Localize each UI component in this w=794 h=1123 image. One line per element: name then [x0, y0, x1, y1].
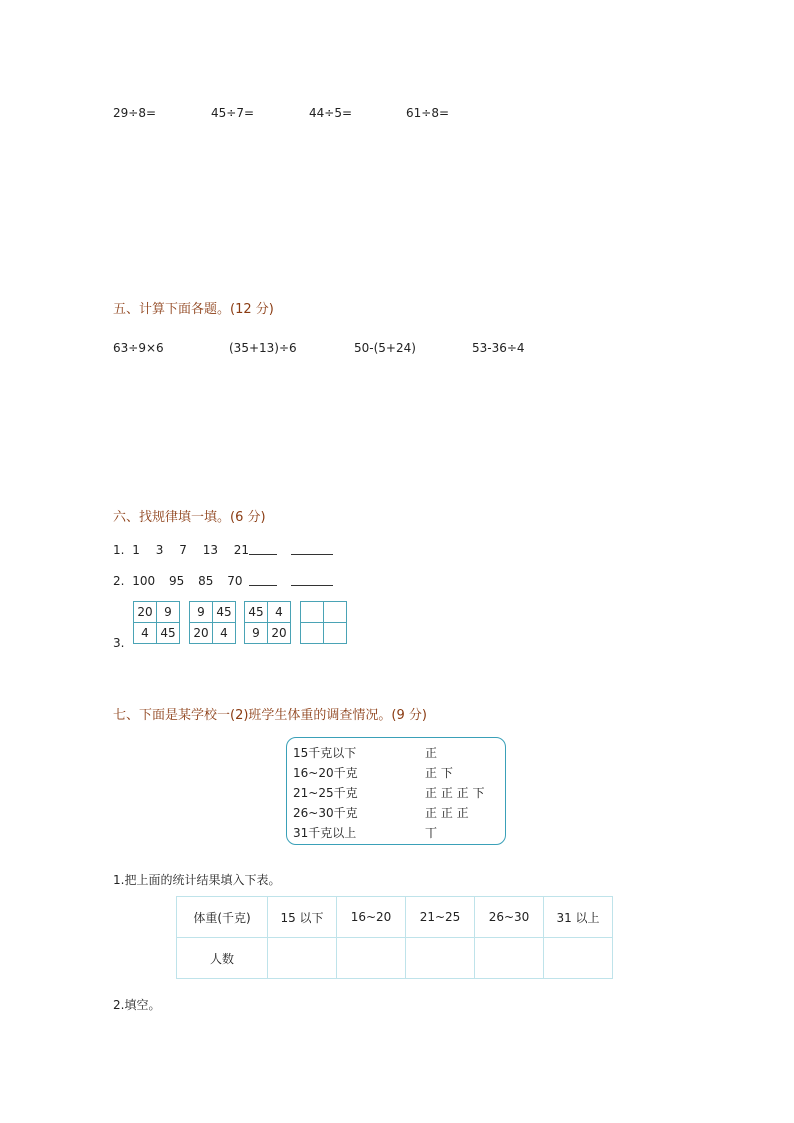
- section6-title: 六、找规律填一填。: [113, 510, 231, 525]
- grid-cell: 20: [134, 602, 157, 623]
- tally-label: 16~20千克: [293, 766, 358, 780]
- question-number-3: 3.: [113, 636, 125, 650]
- table-header-row: [177, 897, 613, 938]
- table-answer-cell[interactable]: [406, 938, 475, 979]
- table-header-cell: 31 以上: [544, 897, 613, 938]
- tally-mark: 正 正 正 下: [425, 786, 485, 800]
- table-header-cell: 21~25: [406, 897, 475, 938]
- section5-score: (12 分): [230, 302, 274, 317]
- table-row: [177, 938, 613, 979]
- answer-grid[interactable]: [300, 601, 347, 644]
- number-grid-1: [133, 601, 180, 644]
- seq-term: 1: [132, 543, 140, 557]
- answer-cell[interactable]: [301, 602, 324, 623]
- grid-cell: 45: [245, 602, 268, 623]
- seq-term: 13: [202, 543, 218, 557]
- grid-cell: 4: [213, 623, 236, 644]
- grid-cell: 20: [190, 623, 213, 644]
- section7-heading: [113, 704, 427, 723]
- answer-blank-2b[interactable]: [291, 574, 333, 586]
- seq-term: 3: [155, 543, 164, 557]
- question-number: 1.: [113, 543, 125, 557]
- answer-cell[interactable]: [301, 623, 324, 644]
- table-answer-cell[interactable]: [268, 938, 337, 979]
- answer-blank-1a[interactable]: [249, 543, 277, 555]
- tally-label: 21~25千克: [293, 786, 358, 800]
- table-header-cell: 16~20: [337, 897, 406, 938]
- division-expr-4: 61÷8=: [406, 106, 450, 120]
- section7-title: 七、下面是某学校一(2)班学生体重的调查情况。: [113, 708, 392, 723]
- division-expr-1: 29÷8=: [113, 106, 157, 120]
- section7-question-1: 1.把上面的统计结果填入下表。: [113, 873, 281, 887]
- grid-cell: 45: [157, 623, 180, 644]
- tally-label: 31千克以上: [293, 826, 357, 840]
- grid-cell: 9: [245, 623, 268, 644]
- answer-cell[interactable]: [324, 602, 347, 623]
- calc-expr-2: (35+13)÷6: [229, 341, 297, 355]
- answer-blank-1b[interactable]: [291, 543, 333, 555]
- seq-term: 85: [198, 574, 214, 588]
- table-answer-cell[interactable]: [337, 938, 406, 979]
- tally-label: 26~30千克: [293, 806, 358, 820]
- section5-title: 五、计算下面各题。: [113, 302, 231, 317]
- grid-cell: 20: [268, 623, 291, 644]
- section6-score: (6 分): [230, 510, 266, 525]
- grid-cell: 4: [268, 602, 291, 623]
- section7-question-2: 2.填空。: [113, 998, 161, 1012]
- calc-expr-4: 53-36÷4: [472, 341, 525, 355]
- seq-term: 95: [169, 574, 185, 588]
- answer-blank-2a[interactable]: [249, 574, 277, 586]
- division-expr-3: 44÷5=: [309, 106, 353, 120]
- weight-stats-table: [176, 896, 613, 979]
- question-number: 2.: [113, 574, 125, 588]
- seq-term: 21: [233, 543, 250, 557]
- section6-heading: [113, 506, 266, 525]
- calc-expr-3: 50-(5+24): [354, 341, 416, 355]
- grid-cell: 9: [157, 602, 180, 623]
- pattern-question-2: [113, 574, 243, 588]
- tally-mark: 丅: [425, 826, 438, 840]
- seq-term: 100: [132, 574, 156, 588]
- table-header-cell: 体重(千克): [177, 897, 268, 938]
- table-row-label: 人数: [177, 938, 268, 979]
- grid-cell: 9: [190, 602, 213, 623]
- table-header-cell: 15 以下: [268, 897, 337, 938]
- seq-term: 7: [179, 543, 187, 557]
- answer-cell[interactable]: [324, 623, 347, 644]
- calc-expr-1: 63÷9×6: [113, 341, 164, 355]
- tally-label: 15千克以下: [293, 746, 357, 760]
- table-answer-cell[interactable]: [475, 938, 544, 979]
- grid-cell: 4: [134, 623, 157, 644]
- seq-term: 70: [227, 574, 243, 588]
- tally-mark: 正 下: [425, 766, 453, 780]
- tally-box: [286, 737, 506, 845]
- grid-cell: 45: [213, 602, 236, 623]
- table-answer-cell[interactable]: [544, 938, 613, 979]
- tally-mark: 正 正 正: [425, 806, 469, 820]
- section7-score: (9 分): [391, 708, 427, 723]
- number-grid-3: [244, 601, 291, 644]
- section5-heading: [113, 298, 274, 317]
- division-expr-2: 45÷7=: [211, 106, 255, 120]
- number-grid-2: [189, 601, 236, 644]
- tally-mark: 正: [425, 746, 438, 760]
- pattern-question-1: [113, 543, 249, 557]
- table-header-cell: 26~30: [475, 897, 544, 938]
